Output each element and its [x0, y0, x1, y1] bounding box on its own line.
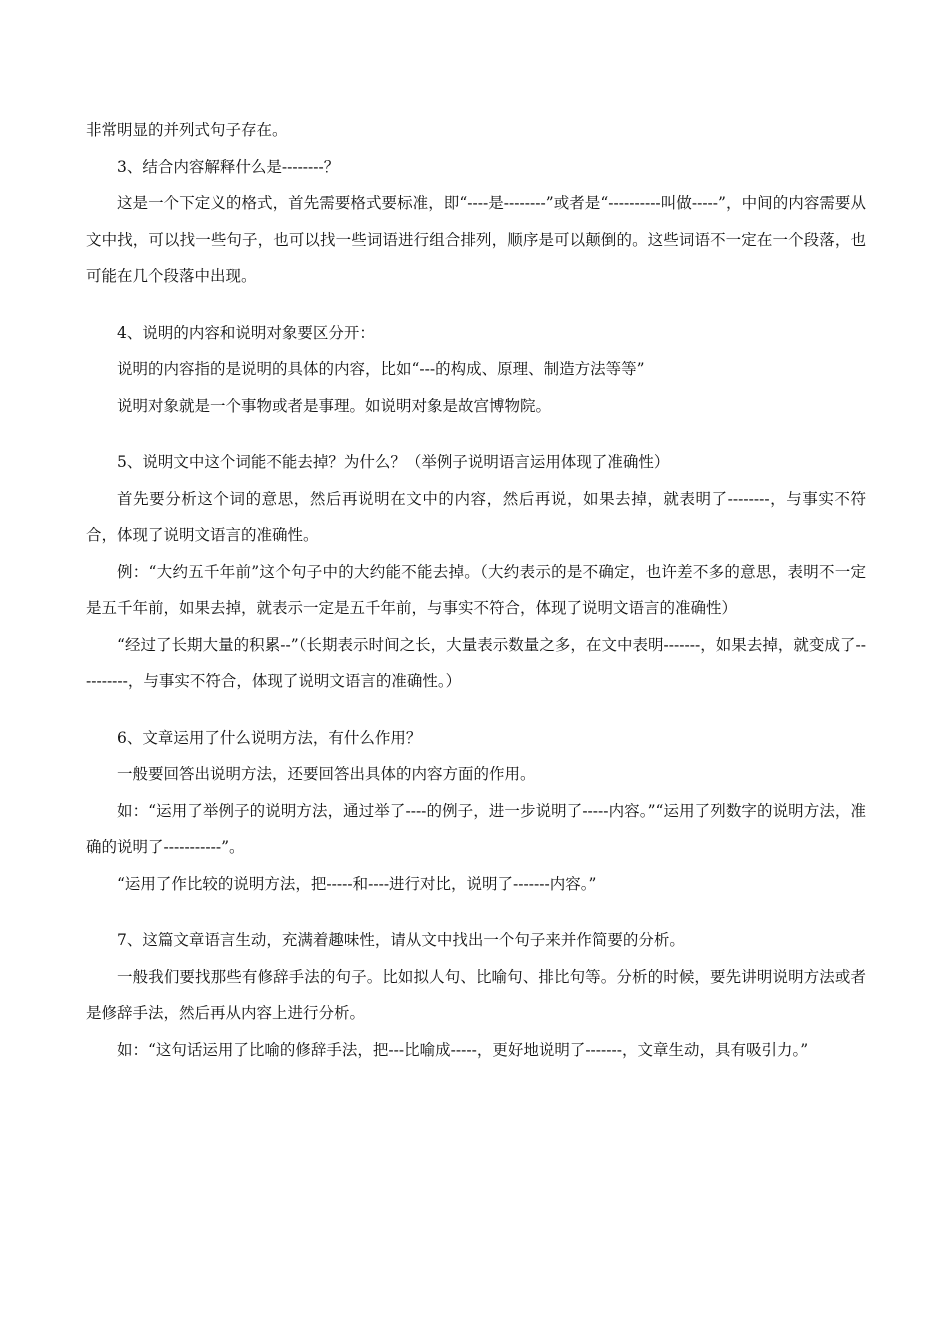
section-6-heading: 6、文章运用了什么说明方法，有什么作用？ [117, 728, 422, 747]
section-5-example-1: 例：“大约五千年前”这个句子中的大约能不能去掉。（大约表示的是不确定，也许差不多的意思，表明不一定是五千年前，如果去掉，就表示一定是五千年前，与事实不符合，体现了说明文语言的准确性） [86, 562, 866, 617]
section-6-example-1: 如：“运用了举例子的说明方法，通过举了----的例子，进一步说明了-----内容。”“运用了列数字的说明方法，准确的说明了-----------”。 [86, 801, 866, 856]
section-5-example-2: “经过了长期大量的积累--”（长期表示时间之长，大量表示数量之多，在文中表明-------，如果去掉，就变成了----------，与事实不符合，体现了说明文语言的准确性。） [86, 635, 866, 690]
section-4-line-2: 说明对象就是一个事物或者是事理。如说明对象是故宫博物院。 [117, 396, 552, 415]
intro-tail: 非常明显的并列式句子存在。 [86, 121, 288, 139]
section-4-line-1: 说明的内容指的是说明的具体的内容，比如“---的构成、原理、制造方法等等” [117, 360, 645, 378]
section-6-body: 一般要回答出说明方法，还要回答出具体的内容方面的作用。 [117, 765, 536, 783]
section-4-heading: 4、说明的内容和说明对象要区分开： [117, 323, 375, 342]
document-page [86, 112, 866, 1068]
section-3-body: 这是一个下定义的格式，首先需要格式要标准，即“----是--------”或者是“----------叫做-----”，中间的内容需要从文中找，可以找一些句子，也可以找一些词语进行组合排列，顺序是可以颠倒的。这些词语不一定在一个段落，也可能在几个段落中出现。 [86, 194, 866, 285]
section-7-body: 一般我们要找那些有修辞手法的句子。比如拟人句、比喻句、排比句等。分析的时候，要先讲明说明方法或者是修辞手法，然后再从内容上进行分析。 [86, 967, 866, 1022]
section-6-example-2: “运用了作比较的说明方法，把-----和----进行对比，说明了-------内容。” [117, 874, 597, 893]
spacer [86, 700, 866, 720]
section-5-body: 首先要分析这个词的意思，然后再说明在文中的内容，然后再说，如果去掉，就表明了--------，与事实不符合，体现了说明文语言的准确性。 [86, 489, 866, 544]
section-7-heading: 7、这篇文章语言生动，充满着趣味性，请从文中找出一个句子来并作简要的分析。 [117, 931, 685, 949]
section-3-heading: 3、结合内容解释什么是--------？ [117, 157, 340, 176]
section-5-heading: 5、说明文中这个词能不能去掉？为什么？（举例子说明语言运用体现了准确性） [117, 453, 670, 471]
spacer [86, 424, 866, 444]
section-7-example: 如：“这句话运用了比喻的修辞手法，把---比喻成-----，更好地说明了-------，文章生动，具有吸引力。” [117, 1040, 809, 1059]
spacer [86, 902, 866, 922]
spacer [86, 295, 866, 315]
